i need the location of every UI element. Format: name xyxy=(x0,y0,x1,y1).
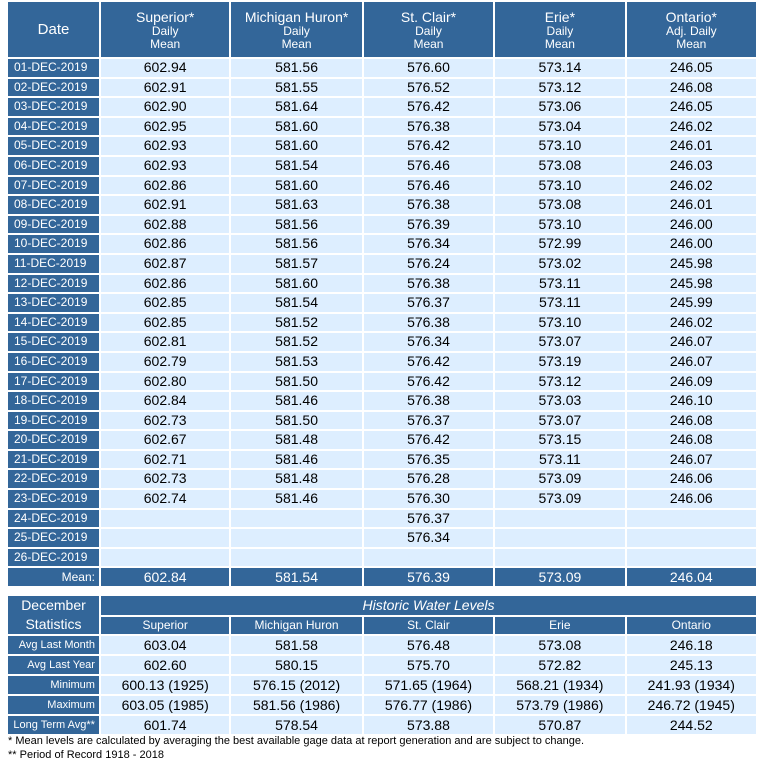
daily-mean-value: 602.80 xyxy=(101,373,229,391)
daily-mean-value: 602.91 xyxy=(101,79,229,97)
table-row xyxy=(8,529,756,547)
daily-mean-value: 602.86 xyxy=(101,235,229,253)
stats-lake-header: Superior xyxy=(101,617,229,635)
header-row xyxy=(8,2,756,57)
daily-mean-value: 581.56 xyxy=(231,235,361,253)
stat-value: 581.58 xyxy=(231,636,361,654)
date-cell: 01-DEC-2019 xyxy=(8,59,99,77)
daily-mean-value: 246.08 xyxy=(627,79,756,97)
column-subtitle: Daily xyxy=(546,23,574,38)
stat-value: 573.08 xyxy=(495,636,624,654)
daily-mean-value: 581.60 xyxy=(231,137,361,155)
daily-mean-value: 602.87 xyxy=(101,255,229,273)
statistics-title xyxy=(8,596,99,634)
column-subtitle: Adj. Daily xyxy=(665,23,717,38)
daily-mean-value: 576.39 xyxy=(364,216,493,234)
date-cell: 16-DEC-2019 xyxy=(8,353,99,371)
date-cell: 08-DEC-2019 xyxy=(8,196,99,214)
daily-mean-value: 245.99 xyxy=(627,294,756,312)
daily-mean-value: 581.46 xyxy=(231,490,361,508)
daily-mean-value: 576.42 xyxy=(364,373,493,391)
stat-value: 571.65 (1964) xyxy=(364,676,493,694)
daily-mean-value: 581.63 xyxy=(231,196,361,214)
statistics-title-line: Statistics xyxy=(25,616,82,632)
column-lake-name: Michigan Huron* xyxy=(244,8,349,25)
table-row xyxy=(8,98,756,116)
stat-value: 246.18 xyxy=(627,636,756,654)
mean-value: 246.04 xyxy=(627,568,756,586)
stat-value: 601.74 xyxy=(101,716,229,734)
daily-mean-value: 602.93 xyxy=(101,137,229,155)
table-row xyxy=(8,137,756,155)
daily-mean-value: 602.94 xyxy=(101,59,229,77)
date-cell: 10-DEC-2019 xyxy=(8,235,99,253)
date-cell: 04-DEC-2019 xyxy=(8,118,99,136)
daily-mean-value: 576.46 xyxy=(364,177,493,195)
stat-value: 576.77 (1986) xyxy=(364,696,493,714)
date-cell: 19-DEC-2019 xyxy=(8,412,99,430)
daily-mean-value: 576.42 xyxy=(364,98,493,116)
table-row xyxy=(8,79,756,97)
column-subtitle: Daily xyxy=(283,23,310,38)
daily-mean-value: 573.02 xyxy=(495,255,624,273)
daily-mean-value xyxy=(495,549,624,567)
daily-mean-value: 246.03 xyxy=(627,157,756,175)
daily-mean-value: 602.85 xyxy=(101,294,229,312)
daily-mean-value: 581.55 xyxy=(231,79,361,97)
date-cell: 03-DEC-2019 xyxy=(8,98,99,116)
table-row xyxy=(8,549,756,567)
stat-value: 572.82 xyxy=(495,656,624,674)
daily-mean-value: 581.46 xyxy=(231,392,361,410)
stat-label: Long Term Avg** xyxy=(8,716,99,734)
table-row xyxy=(8,451,756,469)
daily-mean-value: 581.60 xyxy=(231,177,361,195)
daily-mean-value: 576.52 xyxy=(364,79,493,97)
table-row xyxy=(8,235,756,253)
daily-rows xyxy=(8,59,756,566)
date-column-header: Date xyxy=(8,2,99,57)
daily-mean-value xyxy=(231,510,361,528)
column-subtitle: Mean xyxy=(150,36,181,51)
date-cell: 25-DEC-2019 xyxy=(8,529,99,547)
daily-mean-value: 246.01 xyxy=(627,137,756,155)
daily-mean-value: 573.08 xyxy=(495,157,624,175)
stats-lake-header: Michigan Huron xyxy=(231,617,361,635)
stat-value: 573.88 xyxy=(364,716,493,734)
mean-row xyxy=(8,568,756,586)
stats-row xyxy=(8,716,756,734)
daily-mean-value: 573.09 xyxy=(495,490,624,508)
table-row xyxy=(8,510,756,528)
daily-mean-value: 246.08 xyxy=(627,412,756,430)
statistics-rows xyxy=(8,596,756,734)
date-cell: 22-DEC-2019 xyxy=(8,470,99,488)
daily-mean-value: 246.08 xyxy=(627,431,756,449)
daily-mean-value: 573.08 xyxy=(495,196,624,214)
date-cell: 05-DEC-2019 xyxy=(8,137,99,155)
daily-mean-value: 581.54 xyxy=(231,294,361,312)
stat-value: 245.13 xyxy=(627,656,756,674)
stat-value: 603.05 (1985) xyxy=(101,696,229,714)
ontario-column-header xyxy=(627,2,756,57)
date-cell: 07-DEC-2019 xyxy=(8,177,99,195)
daily-mean-value xyxy=(101,529,229,547)
daily-mean-value: 573.06 xyxy=(495,98,624,116)
stats-lake-header: Ontario xyxy=(627,617,756,635)
stat-value: 244.52 xyxy=(627,716,756,734)
daily-mean-value: 246.02 xyxy=(627,118,756,136)
stats-header-row xyxy=(8,596,756,615)
stats-lake-header-row xyxy=(8,617,756,635)
daily-mean-value: 581.52 xyxy=(231,333,361,351)
stat-value: 602.60 xyxy=(101,656,229,674)
stats-lake-header: St. Clair xyxy=(364,617,493,635)
daily-mean-value: 573.11 xyxy=(495,275,624,293)
daily-mean-value xyxy=(627,510,756,528)
daily-mean-value: 246.06 xyxy=(627,490,756,508)
table-row xyxy=(8,353,756,371)
daily-mean-value: 581.52 xyxy=(231,314,361,332)
daily-mean-value: 581.60 xyxy=(231,275,361,293)
daily-mean-value: 573.10 xyxy=(495,216,624,234)
daily-mean-value: 246.10 xyxy=(627,392,756,410)
daily-mean-value: 581.53 xyxy=(231,353,361,371)
daily-mean-value: 573.07 xyxy=(495,333,624,351)
table-row xyxy=(8,275,756,293)
daily-mean-value: 246.00 xyxy=(627,235,756,253)
daily-mean-value: 573.03 xyxy=(495,392,624,410)
stat-value: 580.15 xyxy=(231,656,361,674)
daily-mean-value: 576.37 xyxy=(364,294,493,312)
date-cell: 17-DEC-2019 xyxy=(8,373,99,391)
stats-row xyxy=(8,696,756,714)
date-cell: 02-DEC-2019 xyxy=(8,79,99,97)
daily-mean-value: 246.00 xyxy=(627,216,756,234)
daily-mean-value: 576.30 xyxy=(364,490,493,508)
daily-mean-value: 576.28 xyxy=(364,470,493,488)
stat-value: 576.15 (2012) xyxy=(231,676,361,694)
stat-value: 575.70 xyxy=(364,656,493,674)
mean-label: Mean: xyxy=(8,568,99,586)
daily-mean-table xyxy=(6,0,758,588)
column-subtitle: Mean xyxy=(413,36,444,51)
daily-mean-value: 572.99 xyxy=(495,235,624,253)
daily-mean-value: 602.84 xyxy=(101,392,229,410)
stat-value: 581.56 (1986) xyxy=(231,696,361,714)
daily-mean-value: 581.46 xyxy=(231,451,361,469)
table-row xyxy=(8,373,756,391)
daily-mean-value xyxy=(231,529,361,547)
daily-mean-value: 573.07 xyxy=(495,412,624,430)
date-cell: 13-DEC-2019 xyxy=(8,294,99,312)
statistics-title-line: December xyxy=(21,597,86,613)
table-row xyxy=(8,431,756,449)
daily-mean-value: 581.64 xyxy=(231,98,361,116)
daily-mean-value: 581.60 xyxy=(231,118,361,136)
daily-mean-value: 576.38 xyxy=(364,392,493,410)
daily-mean-value: 246.09 xyxy=(627,373,756,391)
daily-mean-value: 602.73 xyxy=(101,470,229,488)
daily-mean-value: 602.88 xyxy=(101,216,229,234)
table-row xyxy=(8,333,756,351)
stat-label: Maximum xyxy=(8,696,99,714)
daily-mean-value: 581.56 xyxy=(231,216,361,234)
mean-value: 602.84 xyxy=(101,568,229,586)
daily-mean-value: 245.98 xyxy=(627,255,756,273)
table-row xyxy=(8,314,756,332)
date-cell: 23-DEC-2019 xyxy=(8,490,99,508)
daily-mean-value: 576.38 xyxy=(364,314,493,332)
column-lake-name: Ontario* xyxy=(665,8,717,25)
daily-mean-value: 576.42 xyxy=(364,137,493,155)
daily-mean-value: 581.50 xyxy=(231,373,361,391)
daily-mean-value: 602.81 xyxy=(101,333,229,351)
stats-lake-header: Erie xyxy=(495,617,624,635)
daily-mean-value: 581.50 xyxy=(231,412,361,430)
table-row xyxy=(8,177,756,195)
daily-mean-value: 602.86 xyxy=(101,275,229,293)
table-row xyxy=(8,294,756,312)
daily-mean-value: 246.02 xyxy=(627,177,756,195)
daily-mean-value: 576.24 xyxy=(364,255,493,273)
daily-mean-value: 576.37 xyxy=(364,510,493,528)
daily-mean-value: 602.79 xyxy=(101,353,229,371)
mean-value: 576.39 xyxy=(364,568,493,586)
daily-mean-value: 602.73 xyxy=(101,412,229,430)
daily-mean-value: 602.90 xyxy=(101,98,229,116)
column-subtitle: Mean xyxy=(676,36,707,51)
daily-mean-value: 245.98 xyxy=(627,275,756,293)
daily-mean-value: 246.07 xyxy=(627,333,756,351)
table-row xyxy=(8,216,756,234)
stats-row xyxy=(8,656,756,674)
daily-mean-value: 246.01 xyxy=(627,196,756,214)
daily-mean-value: 246.02 xyxy=(627,314,756,332)
date-cell: 14-DEC-2019 xyxy=(8,314,99,332)
mean-value: 573.09 xyxy=(495,568,624,586)
stats-row xyxy=(8,676,756,694)
daily-mean-value: 576.35 xyxy=(364,451,493,469)
stat-value: 570.87 xyxy=(495,716,624,734)
stat-value: 246.72 (1945) xyxy=(627,696,756,714)
daily-mean-value xyxy=(627,529,756,547)
daily-mean-value: 602.74 xyxy=(101,490,229,508)
stat-value: 576.48 xyxy=(364,636,493,654)
column-lake-name: St. Clair* xyxy=(400,8,457,25)
daily-mean-value: 573.14 xyxy=(495,59,624,77)
table-row xyxy=(8,118,756,136)
stat-value: 568.21 (1934) xyxy=(495,676,624,694)
column-subtitle: Mean xyxy=(544,36,575,51)
date-cell: 24-DEC-2019 xyxy=(8,510,99,528)
daily-mean-value: 576.37 xyxy=(364,412,493,430)
column-lake-name: Superior* xyxy=(135,8,195,25)
table-row xyxy=(8,412,756,430)
date-cell: 26-DEC-2019 xyxy=(8,549,99,567)
daily-mean-value xyxy=(627,549,756,567)
daily-mean-value: 581.57 xyxy=(231,255,361,273)
daily-mean-value: 576.34 xyxy=(364,333,493,351)
daily-mean-value: 246.07 xyxy=(627,451,756,469)
daily-mean-value: 576.42 xyxy=(364,431,493,449)
daily-mean-value xyxy=(364,549,493,567)
table-row xyxy=(8,157,756,175)
table-row xyxy=(8,59,756,77)
daily-mean-value: 576.38 xyxy=(364,275,493,293)
stat-label: Avg Last Month xyxy=(8,636,99,654)
column-subtitle: Daily xyxy=(415,23,442,38)
daily-mean-value: 246.07 xyxy=(627,353,756,371)
december-statistics-table xyxy=(6,594,758,736)
date-cell: 18-DEC-2019 xyxy=(8,392,99,410)
daily-mean-value: 576.38 xyxy=(364,196,493,214)
daily-mean-value: 602.91 xyxy=(101,196,229,214)
daily-mean-value: 573.15 xyxy=(495,431,624,449)
erie-column-header xyxy=(495,2,624,57)
daily-mean-value xyxy=(101,510,229,528)
daily-mean-value: 573.12 xyxy=(495,79,624,97)
table-row xyxy=(8,392,756,410)
daily-mean-value: 602.67 xyxy=(101,431,229,449)
stat-value: 578.54 xyxy=(231,716,361,734)
date-cell: 06-DEC-2019 xyxy=(8,157,99,175)
column-lake-name: Erie* xyxy=(544,8,576,25)
daily-mean-value: 573.09 xyxy=(495,470,624,488)
daily-mean-value: 602.93 xyxy=(101,157,229,175)
daily-mean-value: 573.19 xyxy=(495,353,624,371)
historic-water-levels-title: Historic Water Levels xyxy=(101,596,756,615)
footnotes xyxy=(8,734,584,762)
daily-mean-value: 246.05 xyxy=(627,59,756,77)
stat-label: Minimum xyxy=(8,676,99,694)
daily-mean-value: 581.56 xyxy=(231,59,361,77)
daily-mean-value: 573.11 xyxy=(495,451,624,469)
stat-value: 600.13 (1925) xyxy=(101,676,229,694)
daily-mean-value: 573.11 xyxy=(495,294,624,312)
mean-value: 581.54 xyxy=(231,568,361,586)
daily-mean-value: 602.95 xyxy=(101,118,229,136)
daily-mean-value: 602.71 xyxy=(101,451,229,469)
daily-mean-value: 576.34 xyxy=(364,529,493,547)
date-cell: 12-DEC-2019 xyxy=(8,275,99,293)
date-cell: 15-DEC-2019 xyxy=(8,333,99,351)
stats-row xyxy=(8,636,756,654)
table-row xyxy=(8,196,756,214)
daily-mean-value: 576.46 xyxy=(364,157,493,175)
stat-value: 241.93 (1934) xyxy=(627,676,756,694)
date-cell: 21-DEC-2019 xyxy=(8,451,99,469)
date-cell: 09-DEC-2019 xyxy=(8,216,99,234)
superior-column-header xyxy=(101,2,229,57)
daily-mean-value: 576.60 xyxy=(364,59,493,77)
column-subtitle: Daily xyxy=(151,23,179,38)
st-clair-column-header xyxy=(364,2,493,57)
daily-mean-value: 573.04 xyxy=(495,118,624,136)
daily-mean-value: 573.12 xyxy=(495,373,624,391)
footnote-period-of-record: ** Period of Record 1918 - 2018 xyxy=(8,749,164,761)
daily-mean-value: 581.54 xyxy=(231,157,361,175)
daily-mean-value xyxy=(101,549,229,567)
daily-mean-value: 581.48 xyxy=(231,470,361,488)
footnote-mean-levels: * Mean levels are calculated by averaging the best available gage data at report generation and are subject to change. xyxy=(8,735,585,747)
table-row xyxy=(8,255,756,273)
column-subtitle: Mean xyxy=(281,36,312,51)
daily-mean-value: 573.10 xyxy=(495,314,624,332)
table-row xyxy=(8,470,756,488)
daily-mean-value xyxy=(495,510,624,528)
daily-mean-value: 246.05 xyxy=(627,98,756,116)
daily-mean-value: 602.86 xyxy=(101,177,229,195)
daily-mean-value: 581.48 xyxy=(231,431,361,449)
daily-mean-value: 573.10 xyxy=(495,177,624,195)
daily-mean-value: 576.38 xyxy=(364,118,493,136)
daily-mean-value: 573.10 xyxy=(495,137,624,155)
daily-mean-value xyxy=(495,529,624,547)
michigan-huron-column-header xyxy=(231,2,361,57)
stat-value: 603.04 xyxy=(101,636,229,654)
daily-mean-value xyxy=(231,549,361,567)
stat-value: 573.79 (1986) xyxy=(495,696,624,714)
daily-mean-value: 246.06 xyxy=(627,470,756,488)
date-cell: 20-DEC-2019 xyxy=(8,431,99,449)
daily-mean-value: 576.34 xyxy=(364,235,493,253)
daily-mean-value: 602.85 xyxy=(101,314,229,332)
table-row xyxy=(8,490,756,508)
daily-mean-value: 576.42 xyxy=(364,353,493,371)
stat-label: Avg Last Year xyxy=(8,656,99,674)
date-cell: 11-DEC-2019 xyxy=(8,255,99,273)
